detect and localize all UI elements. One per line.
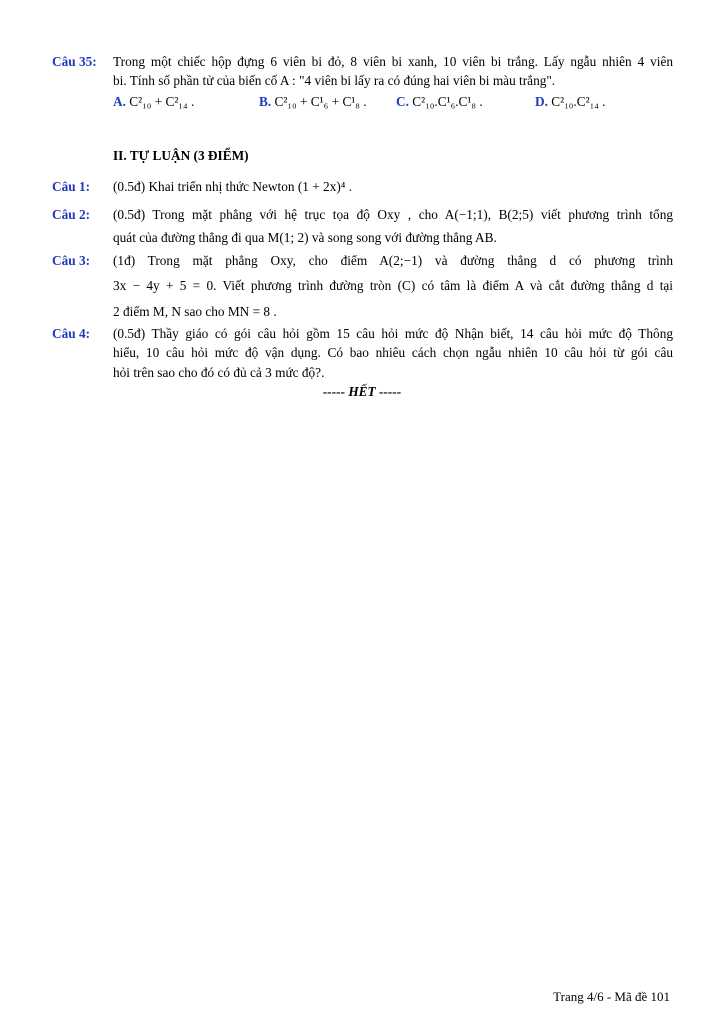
option-d-text: C²₁₀.C²₁₄ . <box>551 94 606 109</box>
end-mark-text: ----- HẾT ----- <box>322 384 402 399</box>
question-35-text <box>113 52 673 91</box>
section-title: II. TỰ LUẬN (3 ĐIỂM) <box>113 148 249 163</box>
question-4-text <box>113 324 673 382</box>
question-2-text <box>113 205 673 248</box>
question-4-label: Câu 4: <box>52 326 91 341</box>
question-35-line-2: bi. Tính số phần tử của biến cố A : "4 viên bi lấy ra có đúng hai viên bi màu trắng". <box>113 73 556 89</box>
option-b <box>259 92 367 111</box>
option-a-text: C²₁₀ + C²₁₄ . <box>129 94 195 109</box>
question-4-line-3: hỏi trên sao cho đó có đủ cả 3 mức độ?. <box>113 364 325 380</box>
option-b-letter: B. <box>259 94 272 109</box>
question-35-label: Câu 35: <box>52 54 97 69</box>
question-2-line-2: quát của đường thẳng đi qua M(1; 2) và song song với đường thẳng AB. <box>113 230 497 246</box>
question-1-text <box>113 177 673 196</box>
question-35-options <box>113 92 673 112</box>
question-4-line-1: (0.5đ) Thầy giáo có gói câu hỏi gồm 15 câu hỏi mức độ Nhận biết, 14 câu hỏi mức độ Thông <box>113 326 673 341</box>
question-35-line-1: Trong một chiếc hộp đựng 6 viên bi đỏ, 8 viên bi xanh, 10 viên bi trắng. Lấy ngẫu nhiên 4 viên <box>113 54 673 69</box>
question-2-line-1: (0.5đ) Trong mặt phẳng với hệ trục tọa độ Oxy , cho A(−1;1), B(2;5) viết phương trình tổng <box>113 207 673 222</box>
question-3-line-1: (1đ) Trong mặt phẳng Oxy, cho điểm A(2;−1) và đường thẳng d có phương trình <box>113 253 673 268</box>
question-3-label: Câu 3: <box>52 253 91 268</box>
option-a <box>113 92 194 111</box>
option-c-text: C²₁₀.C¹₆.C¹₈ . <box>412 94 483 109</box>
question-2-label: Câu 2: <box>52 207 91 222</box>
option-b-text: C²₁₀ + C¹₆ + C¹₈ . <box>274 94 367 109</box>
option-d-letter: D. <box>535 94 548 109</box>
option-a-letter: A. <box>113 94 126 109</box>
question-3-text <box>113 251 673 321</box>
question-4-line-2: hiểu, 10 câu hỏi mức độ vận dụng. Có bao nhiêu cách chọn ngẫu nhiên 10 câu hỏi từ gói câu <box>113 345 673 361</box>
question-3-line-3: 2 điểm M, N sao cho MN = 8 . <box>113 303 277 319</box>
question-3-line-2: 3x − 4y + 5 = 0. Viết phương trình đường tròn (C) có tâm là điểm A và cắt đường thẳng d tại <box>113 278 673 294</box>
question-1-line-1: (0.5đ) Khai triển nhị thức Newton (1 + 2x)⁴ . <box>113 179 353 194</box>
option-c-letter: C. <box>396 94 409 109</box>
option-d <box>535 92 606 111</box>
question-1-label: Câu 1: <box>52 179 91 194</box>
option-c <box>396 92 483 111</box>
end-mark <box>0 382 724 401</box>
page-footer: Trang 4/6 - Mã đề 101 <box>553 989 670 1004</box>
